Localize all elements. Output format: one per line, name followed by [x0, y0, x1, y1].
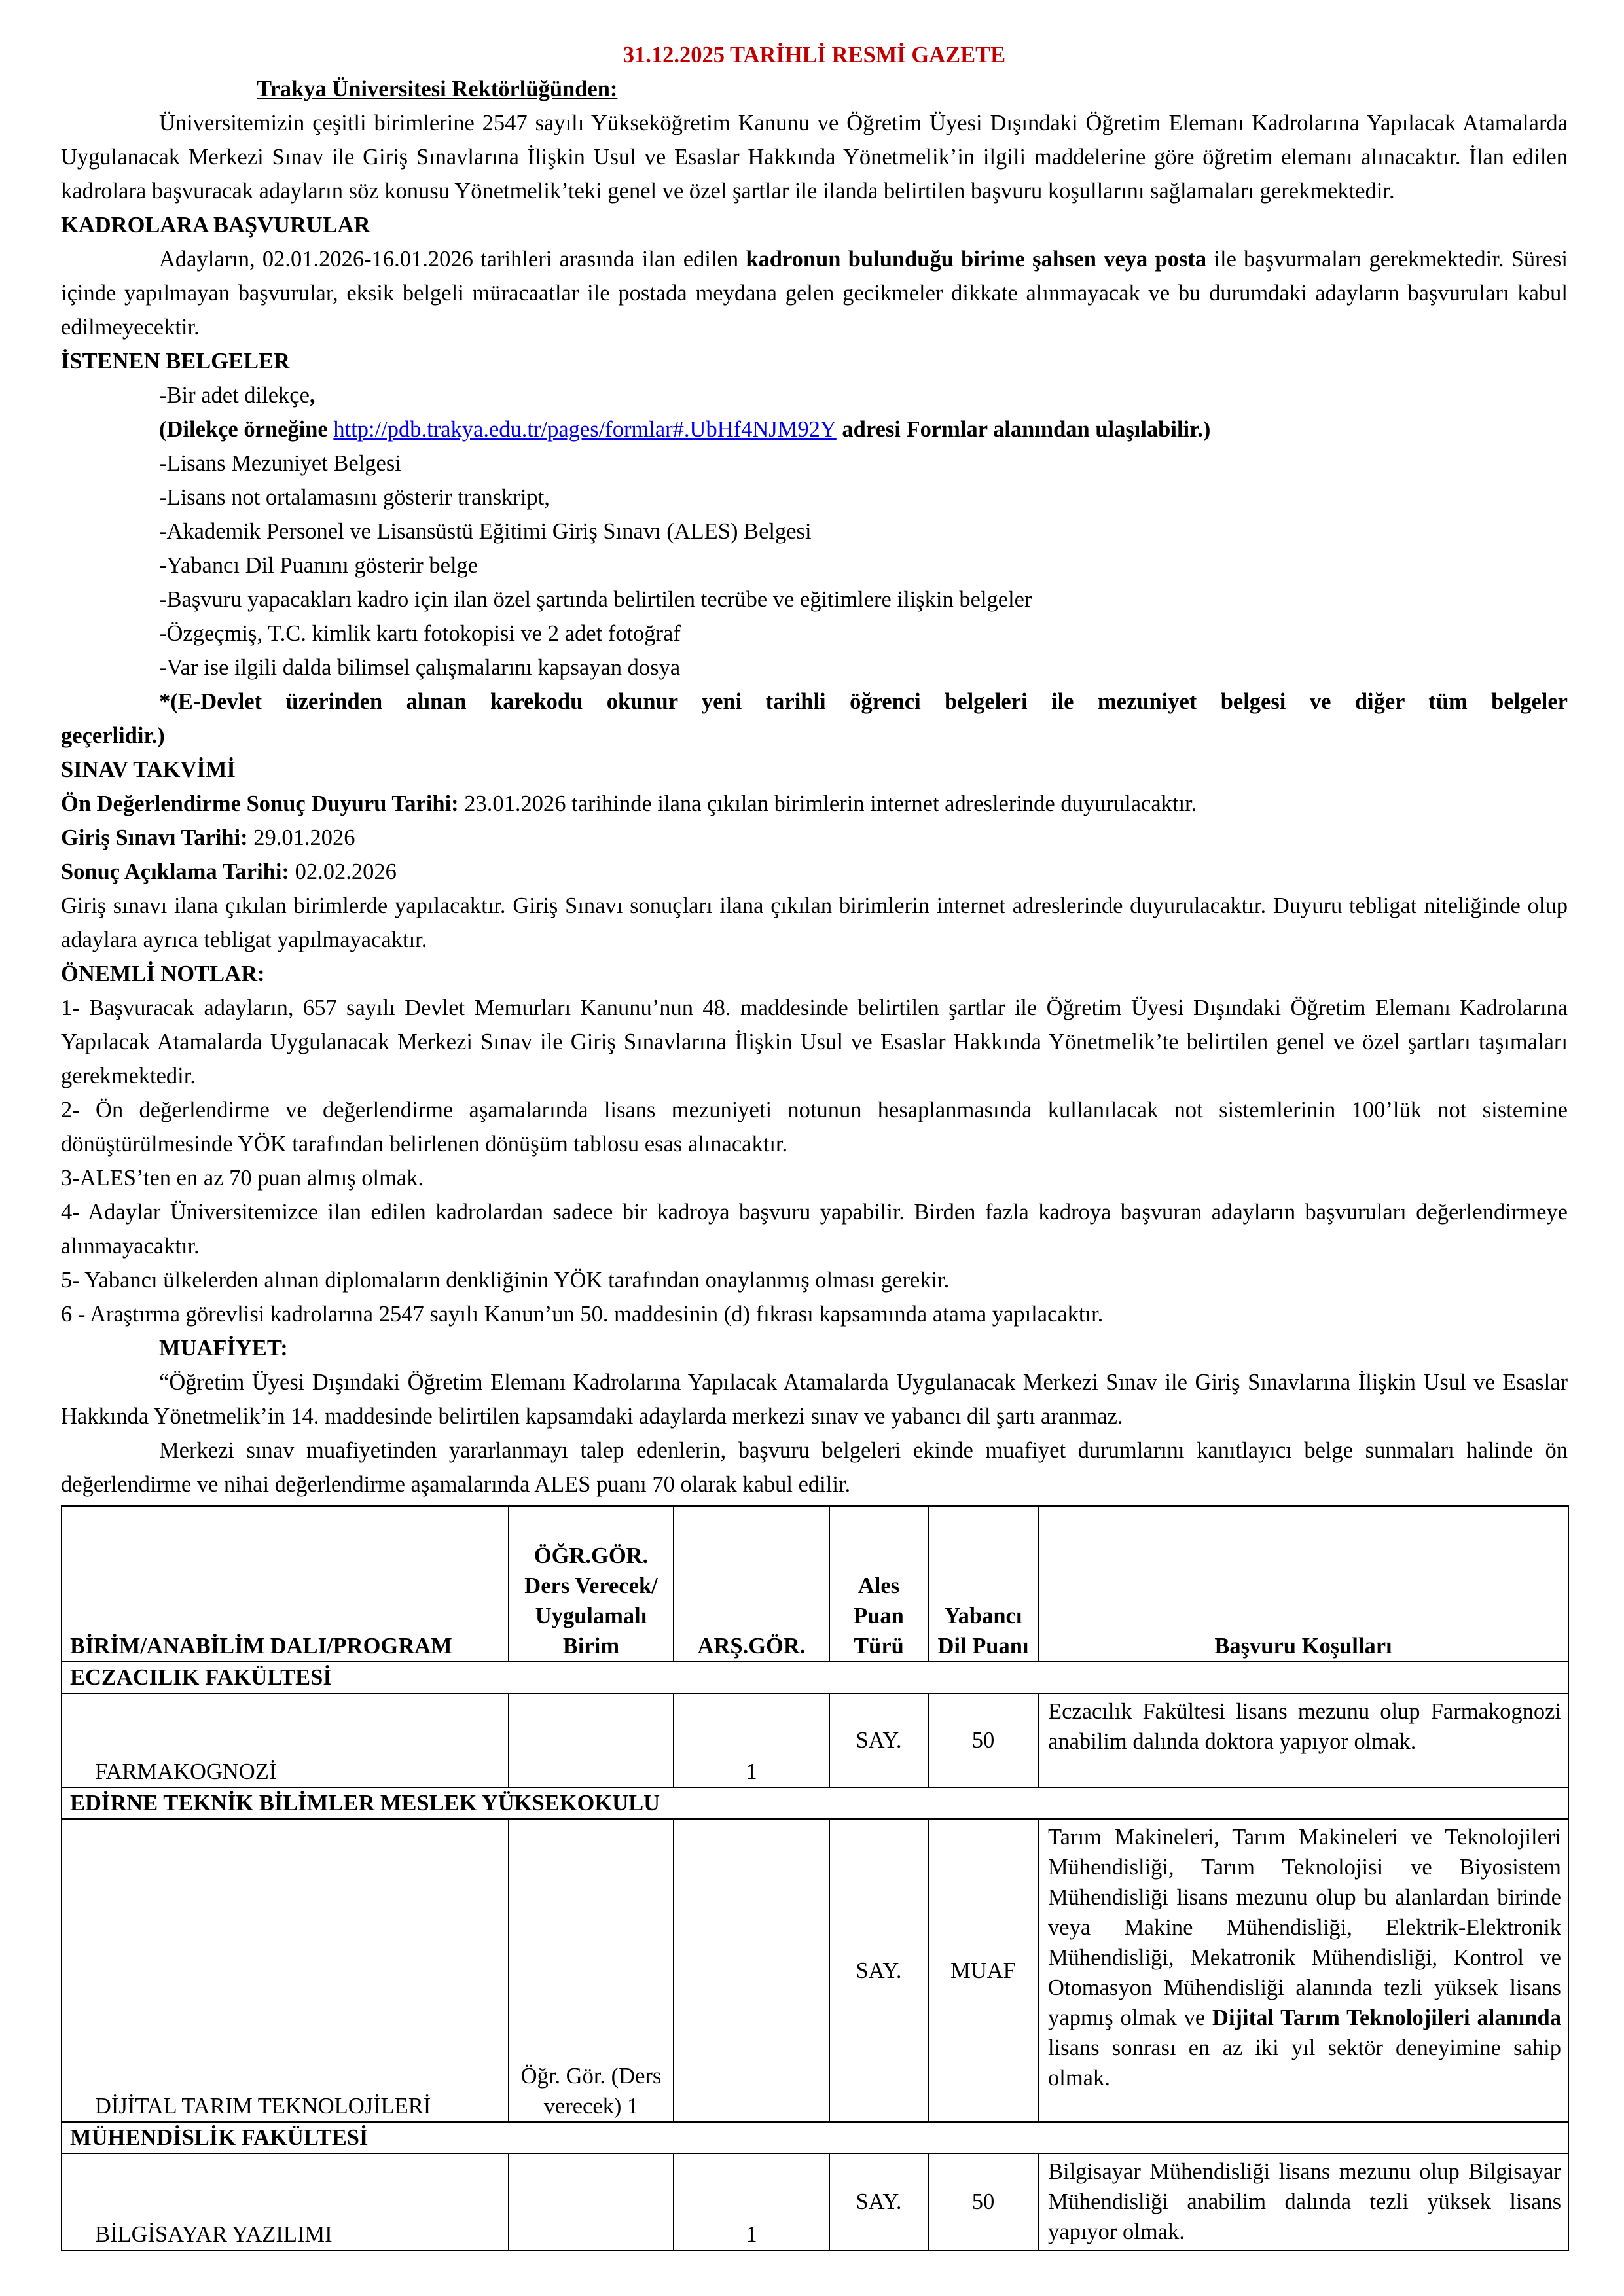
unit-row [62, 2122, 1568, 2153]
exemption-paragraph-2: Merkezi sınav muafiyetinden yararlanmayı talep edenlerin, başvuru belgeleri ekinde muafiyet durumlarını kanıtlayıcı belge sunmaları halinde ön değerlendirme ve nihai değerlendirme aşamalarında ALES puanı 70 olarak kabul edilir. [61, 1438, 1568, 1497]
conditions-bold: Dijital Tarım Teknolojileri alanında [1212, 2005, 1561, 2030]
research-assistant-count: 1 [674, 2153, 829, 2250]
language-text: Yabancı Dil Puanını gösterir belge [166, 553, 478, 578]
pre-evaluation-value: 23.01.2026 tarihinde ilana çıkılan birimlerin internet adreslerinde duyurulacaktır. [458, 791, 1197, 816]
sample-after: adresi Formlar alanından ulaşılabilir.) [836, 417, 1211, 442]
result-label: Sonuç Açıklama Tarihi: [61, 859, 289, 884]
result-date [61, 855, 1568, 889]
edevlet-note-line2: geçerlidir.) [61, 723, 165, 748]
language-score: MUAF [928, 1819, 1038, 2122]
authority-heading: Trakya Üniversitesi Rektörlüğünden: [257, 77, 618, 101]
note-item: 6 - Araştırma görevlisi kadrolarına 2547 sayılı Kanun’un 50. maddesinin (d) fıkrası kapsamında atama yapılacaktır. [61, 1302, 1104, 1327]
ales-type: SAY. [829, 1819, 928, 2122]
exemption-heading: MUAFİYET: [159, 1336, 288, 1361]
gazette-page [61, 38, 1568, 2251]
calendar-heading: SINAV TAKVİMİ [61, 757, 236, 782]
applications-text-before: Adayların, 02.01.2026-16.01.2026 tarihleri arasında ilan edilen [159, 247, 746, 272]
document-item: -Lisans not ortalamasını gösterir transkript, [159, 485, 550, 510]
pre-evaluation-date [61, 787, 1568, 821]
entrance-exam-label: Giriş Sınavı Tarihi: [61, 825, 248, 850]
note-item: 2- Ön değerlendirme ve değerlendirme aşamalarında lisans mezuniyeti notunun hesaplanmasında kullanılacak not sistemlerinin 100’lük not sistemine dönüştürülmesinde YÖK tarafından belirlenen dönüşüm tablosu esas alınacaktır. [61, 1098, 1568, 1157]
table-header-row [62, 1506, 1568, 1662]
exemption-paragraph-1: “Öğretim Üyesi Dışındaki Öğretim Elemanı Kadrolarına Yapılacak Atamalarda Uygulanacak Merkezi Sınav ile Giriş Sınavlarına İlişkin Usul ve Esaslar Hakkında Yönetmelik’in 14. maddesinde belirtilen kapsamdaki adaylarda merkezi sınav ve yabancı dil şartı aranmaz. [61, 1370, 1568, 1429]
unit-name: EDİRNE TEKNİK BİLİMLER MESLEK YÜKSEKOKULU [62, 1787, 1568, 1819]
research-assistant-count [674, 1819, 829, 2122]
petition-text: -Bir adet dilekçe [159, 383, 310, 408]
unit-name: MÜHENDİSLİK FAKÜLTESİ [62, 2122, 1568, 2153]
language-score: 50 [928, 2153, 1038, 2250]
sample-before: (Dilekçe örneğine [159, 417, 334, 442]
header-conditions: Başvuru Koşulları [1038, 1506, 1568, 1662]
calendar-note: Giriş sınavı ilana çıkılan birimlerde yapılacaktır. Giriş Sınavı sonuçları ilana çıkılan birimlerin internet adreslerinde duyurulacaktır. Duyuru tebligat niteliğinde olup adaylara ayrıca tebligat yapılmayacaktır. [61, 893, 1568, 952]
document-item: -Özgeçmiş, T.C. kimlik kartı fotokopisi ve 2 adet fotoğraf [159, 621, 681, 646]
document-item-language [61, 548, 1568, 583]
ales-type: SAY. [829, 2153, 928, 2250]
documents-heading: İSTENEN BELGELER [61, 349, 290, 374]
conditions-after: lisans sonrası en az iki yıl sektör deneyimine sahip olmak. [1048, 2036, 1561, 2090]
entrance-exam-value: 29.01.2026 [247, 825, 355, 850]
header-language-score: Yabancı Dil Puanı [928, 1506, 1038, 1662]
table-row [62, 1693, 1568, 1787]
conditions-before: Tarım Makineleri, Tarım Makineleri ve Teknolojileri Mühendisliği, Tarım Teknolojisi ve Biyosistem Mühendisliği lisans mezunu olup bu alanlardan birinde veya Makine Mühendisliği, Elektrik-Elektronik Mühendisliği, Mekatronik Mühendisliği, Kontrol ve Otomasyon Mühendisliği alanında tezli yüksek lisans yapmış olmak ve [1048, 1825, 1561, 2030]
lecturer-count: Öğr. Gör. (Ders verecek) 1 [509, 1819, 674, 2122]
entrance-exam-date [61, 821, 1568, 855]
unit-row [62, 1787, 1568, 1819]
petition-sample-note [61, 412, 1568, 446]
pre-evaluation-label: Ön Değerlendirme Sonuç Duyuru Tarihi: [61, 791, 459, 816]
applications-paragraph [61, 242, 1568, 344]
program-name: BİLGİSAYAR YAZILIMI [62, 2153, 509, 2250]
language-dash: - [159, 553, 167, 578]
document-item: -Lisans Mezuniyet Belgesi [159, 451, 401, 476]
unit-row [62, 1662, 1568, 1693]
applications-text-after: ile başvurmaları gerekmektedir. Süresi içinde yapılmayan başvurular, eksik belgeli müracaatlar ile postada meydana gelen gecikmeler dikkate alınmayacak ve bu durumdaki adayların başvuruları kabul edilmeyecektir. [61, 247, 1568, 340]
research-assistant-count: 1 [674, 1693, 829, 1787]
note-item: 3-ALES’ten en az 70 puan almış olmak. [61, 1166, 424, 1191]
document-item: -Başvuru yapacakları kadro için ilan özel şartında belirtilen tecrübe ve eğitimlere ilişkin belgeler [159, 587, 1032, 612]
applications-heading: KADROLARA BAŞVURULAR [61, 213, 370, 238]
note-item: 4- Adaylar Üniversitemizce ilan edilen kadrolardan sadece bir kadroya başvuru yapabilir. Birden fazla kadroya başvuran adayların başvuruları değerlendirmeye alınmayacaktır. [61, 1200, 1568, 1259]
language-score: 50 [928, 1693, 1038, 1787]
program-name: DİJİTAL TARIM TEKNOLOJİLERİ [62, 1819, 509, 2122]
application-conditions: Eczacılık Fakültesi lisans mezunu olup Farmakognozi anabilim dalında doktora yapıyor olmak. [1038, 1693, 1568, 1787]
lecturer-count [509, 2153, 674, 2250]
header-unit: BİRİM/ANABİLİM DALI/PROGRAM [62, 1506, 509, 1662]
document-item: -Akademik Personel ve Lisansüstü Eğitimi Giriş Sınavı (ALES) Belgesi [159, 519, 812, 544]
table-row [62, 2153, 1568, 2250]
positions-table [61, 1505, 1569, 2251]
table-row [62, 1819, 1568, 2122]
program-name: FARMAKOGNOZİ [62, 1693, 509, 1787]
document-item-petition [61, 378, 1568, 412]
unit-name: ECZACILIK FAKÜLTESİ [62, 1662, 1568, 1693]
header-ales-type: Ales Puan Türü [829, 1506, 928, 1662]
note-item: 5- Yabancı ülkelerden alınan diplomaların denkliğinin YÖK tarafından onaylanmış olması gerekir. [61, 1268, 950, 1293]
document-item: -Var ise ilgili dalda bilimsel çalışmalarını kapsayan dosya [159, 655, 681, 680]
application-conditions [1038, 1819, 1568, 2122]
petition-comma: , [309, 383, 316, 408]
header-lecturer: ÖĞR.GÖR. Ders Verecek/ Uygulamalı Birim [509, 1506, 674, 1662]
petition-form-link[interactable]: http://pdb.trakya.edu.tr/pages/formlar#.UbHf4NJM92Y [333, 417, 837, 442]
ales-type: SAY. [829, 1693, 928, 1787]
note-item: 1- Başvuracak adayların, 657 sayılı Devlet Memurları Kanunu’nun 48. maddesinde belirtilen şartlar ile Öğretim Üyesi Dışındaki Öğretim Elemanı Kadrolarına Yapılacak Atamalarda Uygulanacak Merkezi Sınav ile Giriş Sınavlarına İlişkin Usul ve Esaslar Hakkında Yönetmelik’te belirtilen genel ve özel şartları taşımaları gerekmektedir. [61, 996, 1568, 1088]
gazette-title: 31.12.2025 TARİHLİ RESMİ GAZETE [623, 43, 1006, 67]
application-conditions: Bilgisayar Mühendisliği lisans mezunu olup Bilgisayar Mühendisliği anabilim dalında tezli yüksek lisans yapıyor olmak. [1038, 2153, 1568, 2250]
intro-paragraph: Üniversitemizin çeşitli birimlerine 2547 sayılı Yükseköğretim Kanunu ve Öğretim Üyesi Dışındaki Öğretim Elemanı Kadrolarına Yapılacak Atamalarda Uygulanacak Merkezi Sınav ile Giriş Sınavlarına İlişkin Usul ve Esaslar Hakkında Yönetmelik’in ilgili maddelerine göre öğretim elemanı alınacaktır. İlan edilen kadrolara başvuracak adayların söz konusu Yönetmelik’teki genel ve özel şartlar ile ilanda belirtilen başvuru koşullarını sağlamaları gerekmektedir. [61, 111, 1568, 204]
applications-text-bold: kadronun bulunduğu birime şahsen veya posta [746, 247, 1207, 272]
edevlet-note-line1: *(E-Devlet üzerinden alınan karekodu okunur yeni tarihli öğrenci belgeleri ile mezuniyet belgesi ve diğer tüm belgeler [159, 689, 1568, 714]
notes-heading: ÖNEMLİ NOTLAR: [61, 961, 265, 986]
lecturer-count [509, 1693, 674, 1787]
result-value: 02.02.2026 [289, 859, 397, 884]
header-research-assistant: ARŞ.GÖR. [674, 1506, 829, 1662]
